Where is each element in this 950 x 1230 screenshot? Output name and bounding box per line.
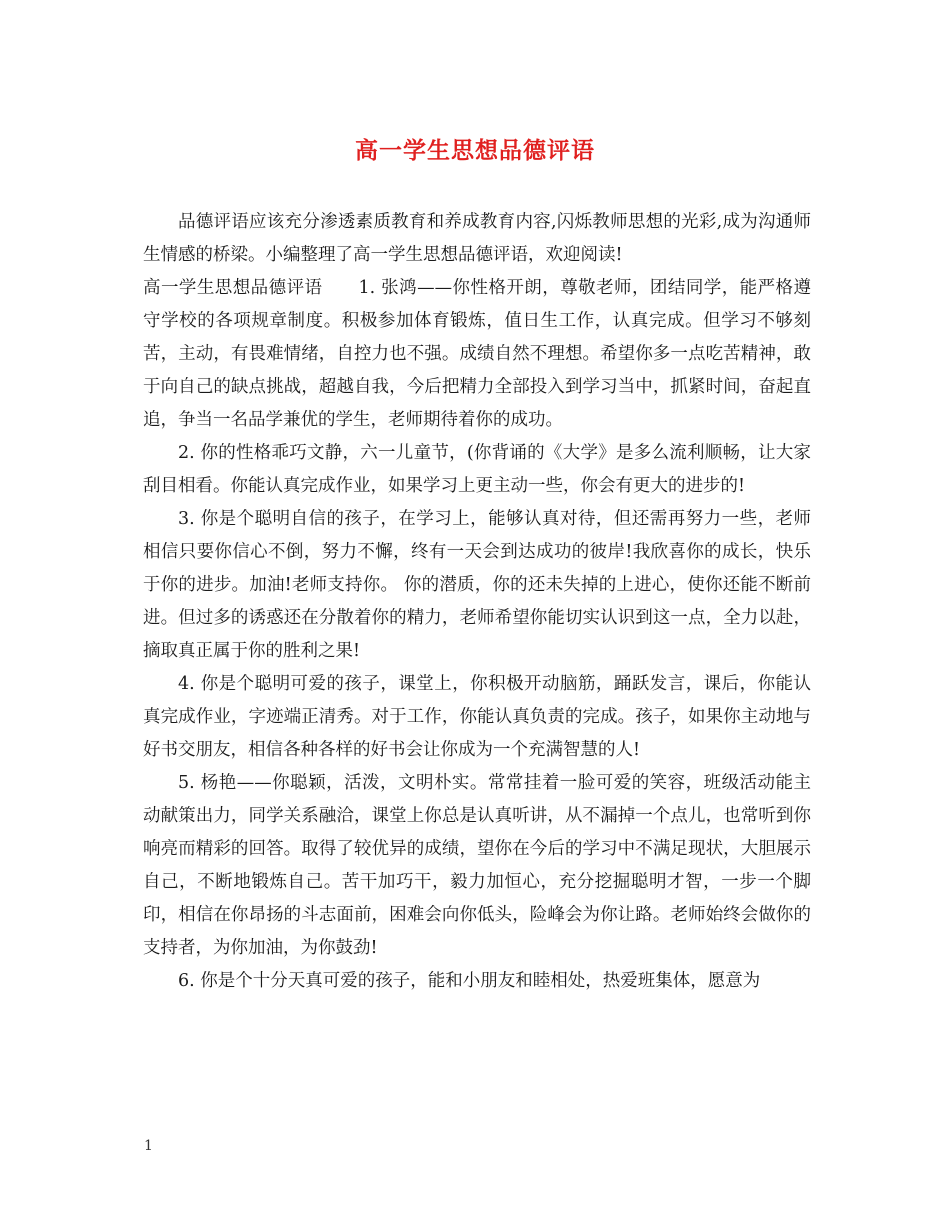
comment-paragraph-4: 4. 你是个聪明可爱的孩子，课堂上，你积极开动脑筋，踊跃发言，课后，你能认真完成作业，字迹端正清秀。对于工作，你能认真负责的完成。孩子，如果你主动地与好书交朋友，相信各种各样的好书会让你成为一个充满智慧的人! xyxy=(143,674,811,760)
comment-text-1: 1. 张鸿——你性格开朗，尊敬老师，团结同学，能严格遵守学校的各项规章制度。积极参加体育锻炼，值日生工作，认真完成。但学习不够刻苦，主动，有畏难情绪，自控力也不强。成绩自然不理想。希望你多一点吃苦精神，敢于向自己的缺点挑战，超越自我，今后把精力全部投入到学习当中，抓紧时间，奋起直追，争当一名品学兼优的学生，老师期待着你的成功。 xyxy=(143,278,811,430)
intro-paragraph: 品德评语应该充分渗透素质教育和养成教育内容,闪烁教师思想的光彩,成为沟通师生情感的桥梁。小编整理了高一学生思想品德评语，欢迎阅读! xyxy=(143,212,811,265)
page-number: 1 xyxy=(144,1138,153,1154)
comment-paragraph-6: 6. 你是个十分天真可爱的孩子，能和小朋友和睦相处，热爱班集体，愿意为 xyxy=(178,971,761,991)
comment-paragraph-1 xyxy=(143,272,811,437)
document-title: 高一学生思想品德评语 xyxy=(355,137,595,164)
section-label: 高一学生思想品德评语 xyxy=(143,278,323,298)
comment-paragraph-3: 3. 你是个聪明自信的孩子，在学习上，能够认真对待，但还需再努力一些，老师相信只要你信心不倒，努力不懈，终有一天会到达成功的彼岸!我欣喜你的成长，快乐于你的进步。加油!老师支持你。 你的潜质，你的还未失掉的上进心，使你还能不断前进。但过多的诱惑还在分散着你的精力，老师希望你能切实认识到这一点，全力以赴，摘取真正属于你的胜利之果! xyxy=(143,509,811,661)
document-body xyxy=(143,206,811,998)
comment-paragraph-5: 5. 杨艳——你聪颖，活泼，文明朴实。常常挂着一脸可爱的笑容，班级活动能主动献策出力，同学关系融洽，课堂上你总是认真听讲，从不漏掉一个点儿，也常听到你响亮而精彩的回答。取得了较优异的成绩，望你在今后的学习中不满足现状，大胆展示自己，不断地锻炼自己。苦干加巧干，毅力加恒心，充分挖掘聪明才智，一步一个脚印，相信在你昂扬的斗志面前，困难会向你低头，险峰会为你让路。老师始终会做你的支持者，为你加油，为你鼓劲! xyxy=(143,773,811,958)
comment-paragraph-2: 2. 你的性格乖巧文静，六一儿童节，(你背诵的《大学》是多么流利顺畅，让大家刮目相看。你能认真完成作业，如果学习上更主动一些，你会有更大的进步的! xyxy=(143,443,811,496)
